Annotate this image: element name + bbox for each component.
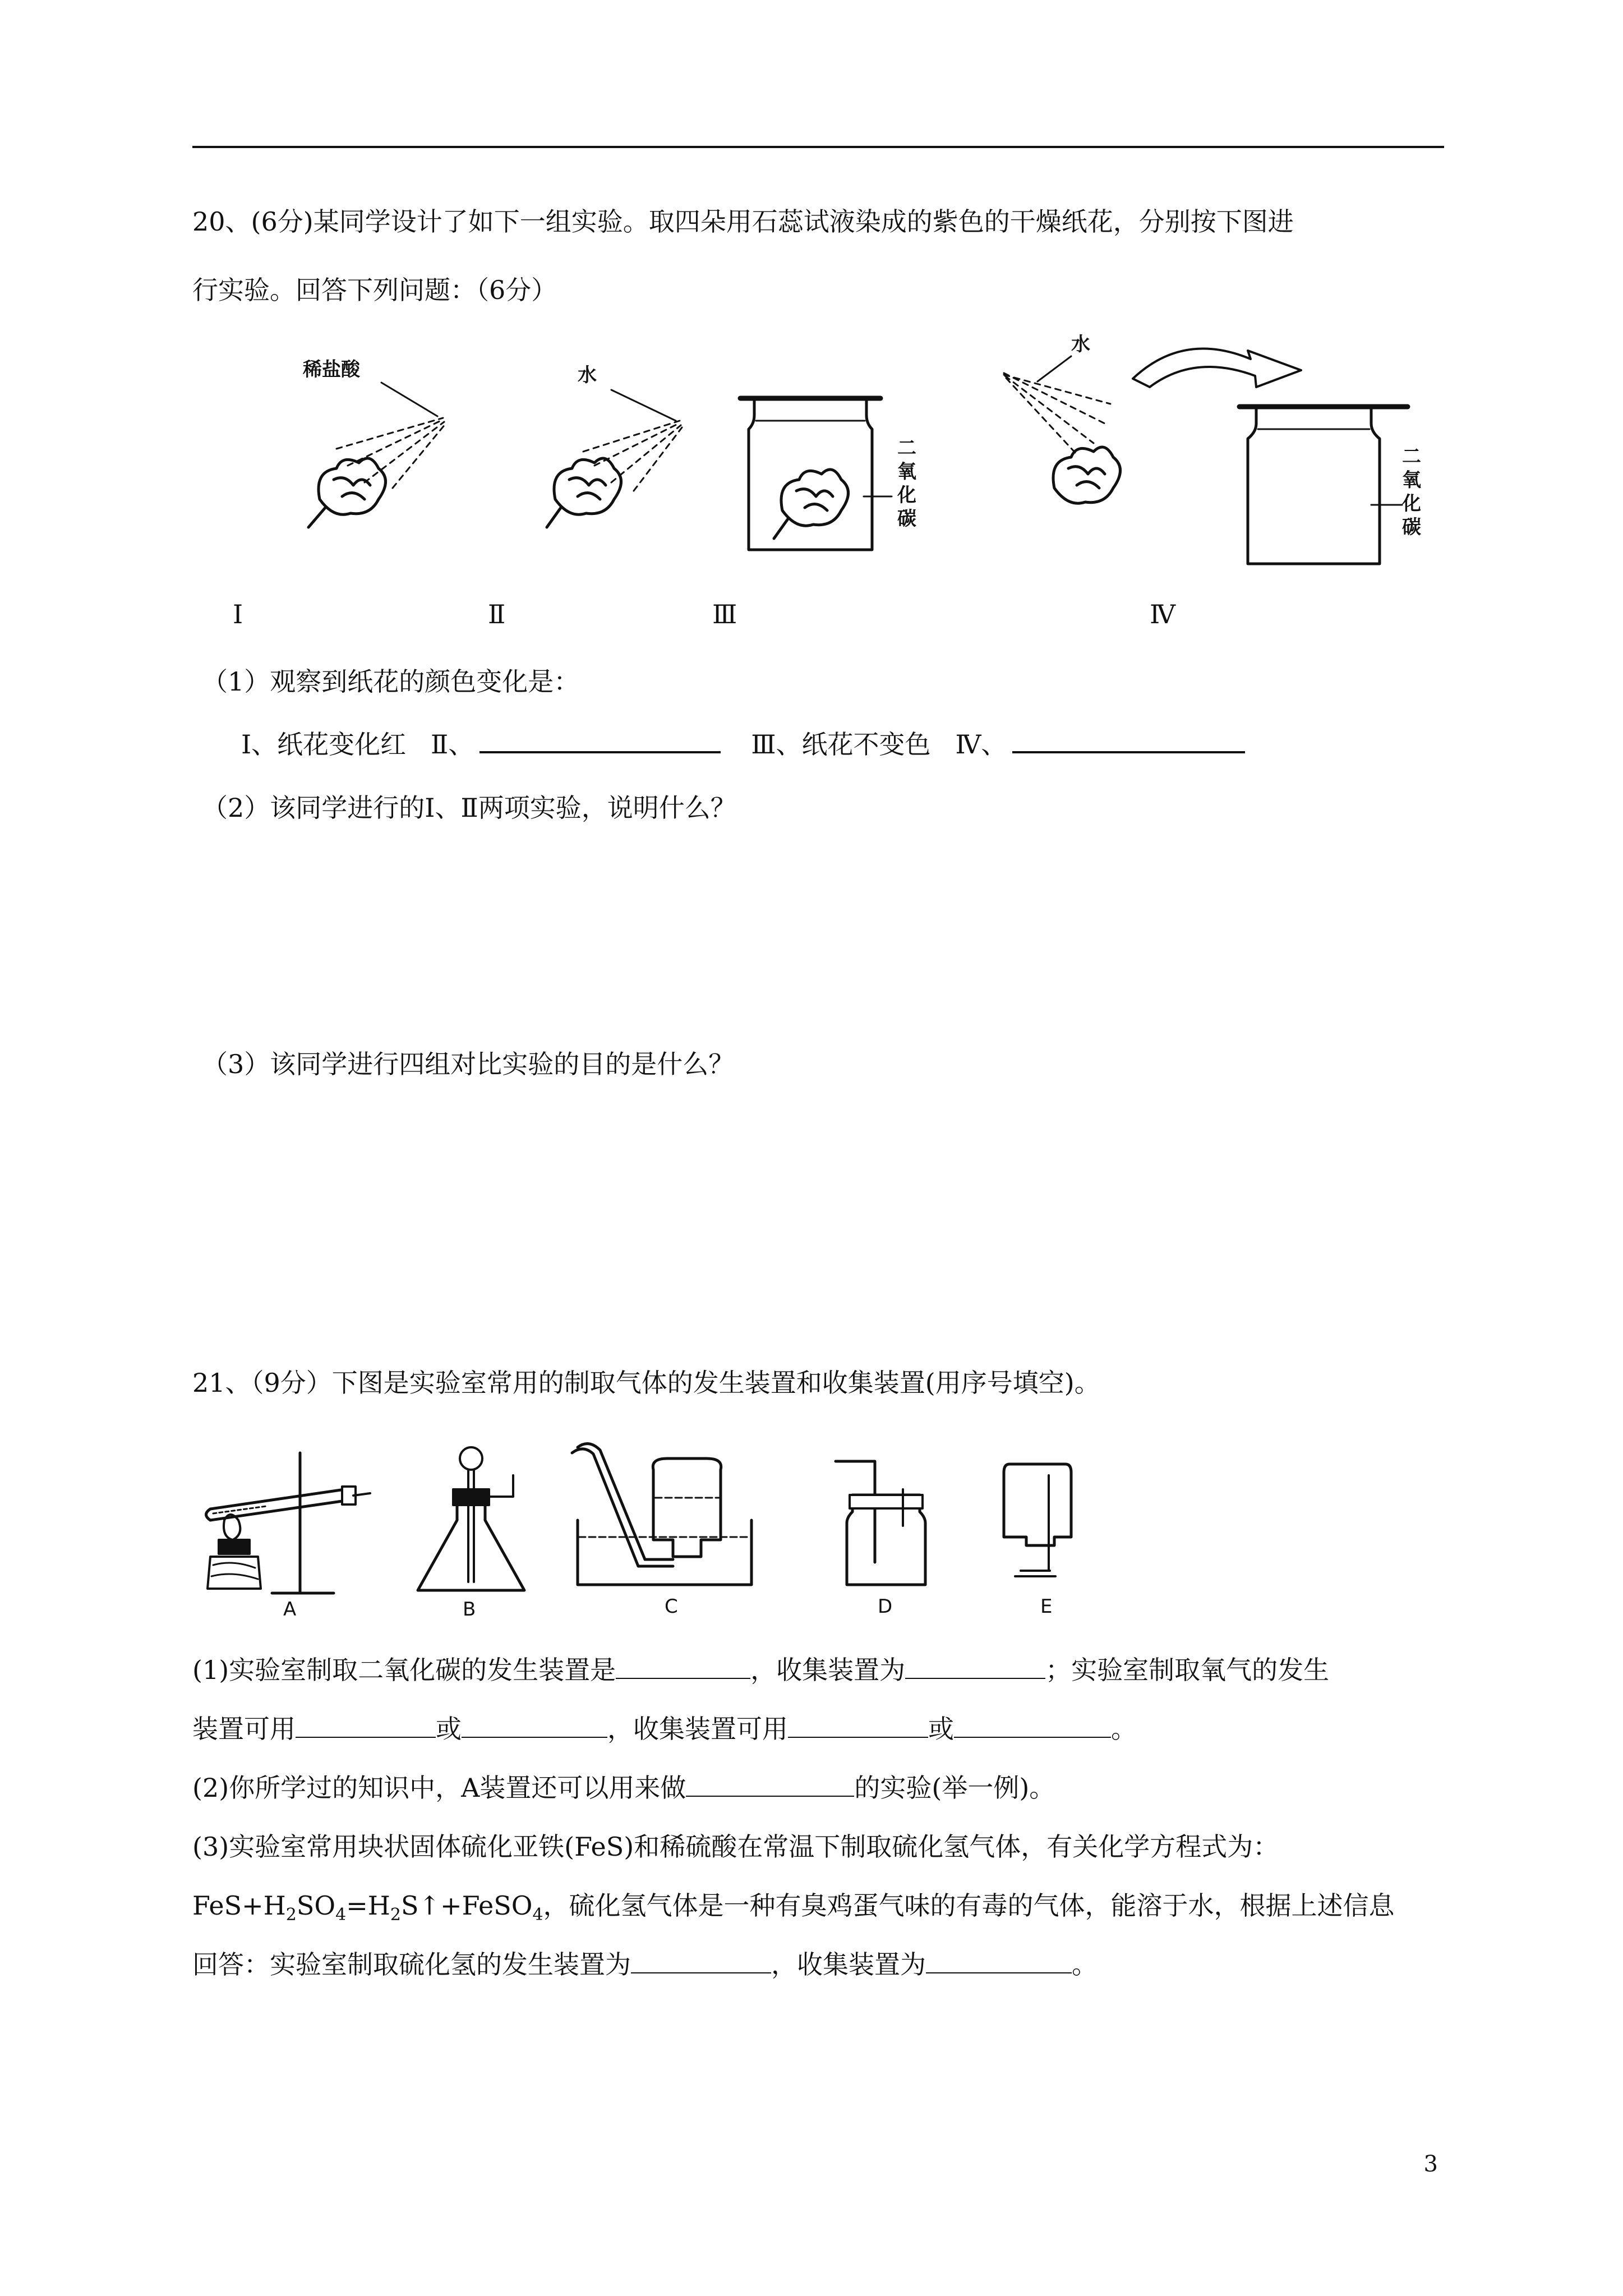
paper-flower-3: [774, 470, 849, 539]
svg-text:氧: 氧: [1402, 469, 1421, 491]
label-water-2: 水: [1071, 333, 1090, 356]
answer-blank-o2-generator-2[interactable]: [462, 1734, 607, 1738]
answer-blank-co2-generator[interactable]: [616, 1676, 750, 1679]
figure-flower-acid: [280, 348, 460, 550]
q20-text-line-2: 行实验。回答下列问题：（6分）: [192, 275, 557, 305]
curved-arrow-icon: [1133, 348, 1301, 387]
figure-flower-water: [527, 348, 707, 550]
figure-numeral-1: Ⅰ: [233, 599, 243, 629]
label-co2-1: 二: [897, 437, 916, 459]
q21-p3-line-1: (3)实验室常用块状固体硫化亚铁(FeS)和稀硫酸在常温下制取硫化氢气体，有关化学方程式为：: [192, 1832, 1279, 1862]
paper-flower-1: [308, 458, 386, 527]
q20-sub1-answers: Ⅰ、纸花变化红 Ⅱ、 Ⅲ、纸花不变色 Ⅳ、: [241, 725, 1251, 764]
q20-sub1-title: （1）观察到纸花的颜色变化是：: [202, 666, 580, 697]
label-co2-2: 二: [1402, 445, 1421, 468]
answer-blank-o2-collector-2[interactable]: [954, 1734, 1111, 1738]
q21-p3-line-2: $FeS+H_2SO_4=H_2S↑+FeSO_4$，硫化氢气体是一种有臭鸡蛋气味的有毒的气体，能溶于水，根据上述信息: [192, 1890, 1395, 1925]
apparatus-label-c: C: [665, 1595, 678, 1618]
q21-p1-line-1: (1)实验室制取二氧化碳的发生装置是 ，收集装置为 ；实验室制取氧气的发生: [192, 1655, 1330, 1685]
figure-numeral-2: Ⅱ: [488, 599, 506, 629]
figure-wet-flower-into-co2: [993, 320, 1419, 589]
q21-p1-line-2: 装置可用 或 ，收集装置可用 或 。: [192, 1714, 1137, 1744]
header-rule: [192, 146, 1444, 148]
apparatus-e: [987, 1442, 1088, 1621]
figure-numeral-3: Ⅲ: [712, 599, 737, 629]
q21-p2: (2)你所学过的知识中，A装置还可以用来做 的实验(举一例)。: [192, 1773, 1055, 1803]
svg-text:化: 化: [897, 484, 916, 507]
q21-p3-line-3: 回答：实验室制取硫化氢的发生装置为 ，收集装置为 。: [192, 1949, 1098, 1980]
answer-blank-co2-collector[interactable]: [905, 1676, 1045, 1679]
apparatus-label-a: A: [283, 1598, 297, 1621]
answer-blank-o2-generator-1[interactable]: [296, 1734, 436, 1738]
page-number: 3: [1423, 2151, 1438, 2177]
figure-numeral-4: Ⅳ: [1150, 599, 1175, 629]
apparatus-a: [199, 1442, 373, 1621]
apparatus-label-d: D: [878, 1595, 893, 1618]
q20-sub2: （2）该同学进行的Ⅰ、Ⅱ两项实验，说明什么？: [202, 793, 736, 823]
svg-text:碳: 碳: [1402, 516, 1421, 539]
svg-text:碳: 碳: [897, 508, 916, 530]
paper-flower-2: [547, 458, 621, 527]
answer-blank-h2s-generator[interactable]: [631, 1970, 771, 1973]
apparatus-d: [830, 1442, 942, 1621]
apparatus-label-e: E: [1040, 1595, 1053, 1618]
q20-text-line-1: 20、(6分)某同学设计了如下一组实验。取四朵用石蕊试液染成的紫色的干燥纸花，分别按下图进: [192, 206, 1294, 237]
apparatus-label-b: B: [463, 1598, 476, 1621]
paper-flower-4: [1053, 447, 1121, 503]
answer-blank-a-experiment[interactable]: [686, 1793, 854, 1797]
label-dilute-hcl: 稀盐酸: [303, 358, 360, 381]
answer-blank-ii[interactable]: [479, 748, 721, 753]
q21-text-line-1: 21、（9分）下图是实验室常用的制取气体的发生装置和收集装置(用序号填空)。: [192, 1368, 1100, 1398]
figure-jar-co2: [729, 348, 942, 561]
svg-text:化: 化: [1402, 493, 1421, 515]
answer-blank-h2s-collector[interactable]: [926, 1970, 1072, 1973]
svg-text:氧: 氧: [897, 461, 916, 483]
q20-sub3: （3）该同学进行四组对比实验的目的是什么？: [202, 1049, 735, 1079]
chemical-equation: $FeS+H_2SO_4=H_2S↑+FeSO_4$: [192, 1890, 543, 1925]
label-water: 水: [578, 364, 597, 386]
apparatus-c: [566, 1436, 763, 1621]
answer-blank-o2-collector-1[interactable]: [788, 1734, 928, 1738]
apparatus-b: [404, 1442, 538, 1621]
answer-blank-iv[interactable]: [1012, 748, 1245, 753]
